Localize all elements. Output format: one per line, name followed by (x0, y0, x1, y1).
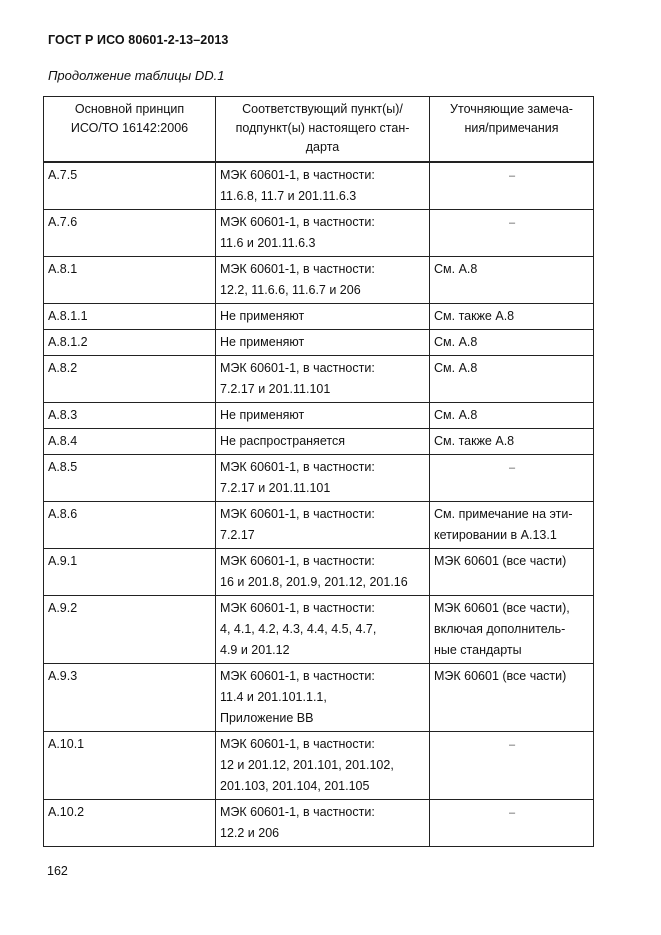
principle-cell: A.10.2 (44, 800, 216, 847)
principle-cell: A.8.6 (44, 502, 216, 549)
table-row (44, 257, 594, 304)
document-header: ГОСТ Р ИСО 80601-2-13–2013 (48, 33, 229, 47)
principle-cell: A.8.3 (44, 403, 216, 429)
principle-cell: A.8.2 (44, 356, 216, 403)
clause-cell: МЭК 60601-1, в частности: 4, 4.1, 4.2, 4.3, 4.4, 4.5, 4.7, 4.9 и 201.12 (216, 596, 430, 664)
principle-cell: A.10.1 (44, 732, 216, 800)
table-row (44, 429, 594, 455)
principle-cell: A.8.1 (44, 257, 216, 304)
table-row (44, 732, 594, 800)
clause-cell: Не применяют (216, 304, 430, 330)
note-cell (430, 800, 594, 847)
column-header-clause: Соответствующий пункт(ы)/ подпункт(ы) настоящего стан- дарта (216, 97, 430, 163)
note-cell: См. А.8 (430, 257, 594, 304)
table-row (44, 304, 594, 330)
note-cell: См. примечание на эти- кетировании в А.13.1 (430, 502, 594, 549)
principle-cell: A.7.5 (44, 162, 216, 210)
principle-cell: A.8.4 (44, 429, 216, 455)
table-row (44, 664, 594, 732)
note-cell: См. также А.8 (430, 429, 594, 455)
table-header-row (44, 97, 594, 163)
principle-cell: A.8.1.2 (44, 330, 216, 356)
principle-cell: A.9.1 (44, 549, 216, 596)
column-header-principle: Основной принцип ИСО/ТО 16142:2006 (44, 97, 216, 163)
note-dash: – (508, 217, 516, 229)
clause-cell: Не применяют (216, 330, 430, 356)
clause-cell: МЭК 60601-1, в частности: 7.2.17 и 201.11.101 (216, 455, 430, 502)
table-row (44, 210, 594, 257)
note-dash: – (508, 462, 516, 474)
table-row (44, 403, 594, 429)
table-row (44, 330, 594, 356)
clause-cell: МЭК 60601-1, в частности: 11.6.8, 11.7 и 201.11.6.3 (216, 162, 430, 210)
note-cell: МЭК 60601 (все части), включая дополнитель- ные стандарты (430, 596, 594, 664)
note-dash: – (508, 739, 516, 751)
table-row (44, 356, 594, 403)
principle-cell: A.9.3 (44, 664, 216, 732)
note-cell: См. А.8 (430, 356, 594, 403)
column-header-note: Уточняющие замеча- ния/примечания (430, 97, 594, 163)
clause-cell: МЭК 60601-1, в частности: 12.2, 11.6.6, 11.6.7 и 206 (216, 257, 430, 304)
table-row (44, 549, 594, 596)
clause-cell: МЭК 60601-1, в частности: 12 и 201.12, 201.101, 201.102, 201.103, 201.104, 201.105 (216, 732, 430, 800)
clause-cell: МЭК 60601-1, в частности: 7.2.17 и 201.11.101 (216, 356, 430, 403)
note-cell (430, 732, 594, 800)
note-dash: – (508, 170, 516, 182)
note-cell (430, 210, 594, 257)
principle-cell: A.7.6 (44, 210, 216, 257)
clause-cell: Не распространяется (216, 429, 430, 455)
page-number: 162 (47, 864, 68, 878)
clause-cell: МЭК 60601-1, в частности: 11.4 и 201.101.1.1, Приложение ВВ (216, 664, 430, 732)
note-cell: См. А.8 (430, 330, 594, 356)
correspondence-table (43, 96, 594, 847)
note-cell: МЭК 60601 (все части) (430, 664, 594, 732)
table-row (44, 162, 594, 210)
note-cell (430, 162, 594, 210)
clause-cell: Не применяют (216, 403, 430, 429)
clause-cell: МЭК 60601-1, в частности: 16 и 201.8, 201.9, 201.12, 201.16 (216, 549, 430, 596)
table-row (44, 502, 594, 549)
note-cell: См. также А.8 (430, 304, 594, 330)
table-row (44, 800, 594, 847)
table-row (44, 596, 594, 664)
note-cell (430, 455, 594, 502)
note-dash: – (508, 807, 516, 819)
principle-cell: A.8.5 (44, 455, 216, 502)
table-row (44, 455, 594, 502)
note-cell: МЭК 60601 (все части) (430, 549, 594, 596)
note-cell: См. А.8 (430, 403, 594, 429)
clause-cell: МЭК 60601-1, в частности: 11.6 и 201.11.6.3 (216, 210, 430, 257)
principle-cell: A.8.1.1 (44, 304, 216, 330)
clause-cell: МЭК 60601-1, в частности: 12.2 и 206 (216, 800, 430, 847)
clause-cell: МЭК 60601-1, в частности: 7.2.17 (216, 502, 430, 549)
table-caption: Продолжение таблицы DD.1 (48, 68, 225, 83)
principle-cell: A.9.2 (44, 596, 216, 664)
